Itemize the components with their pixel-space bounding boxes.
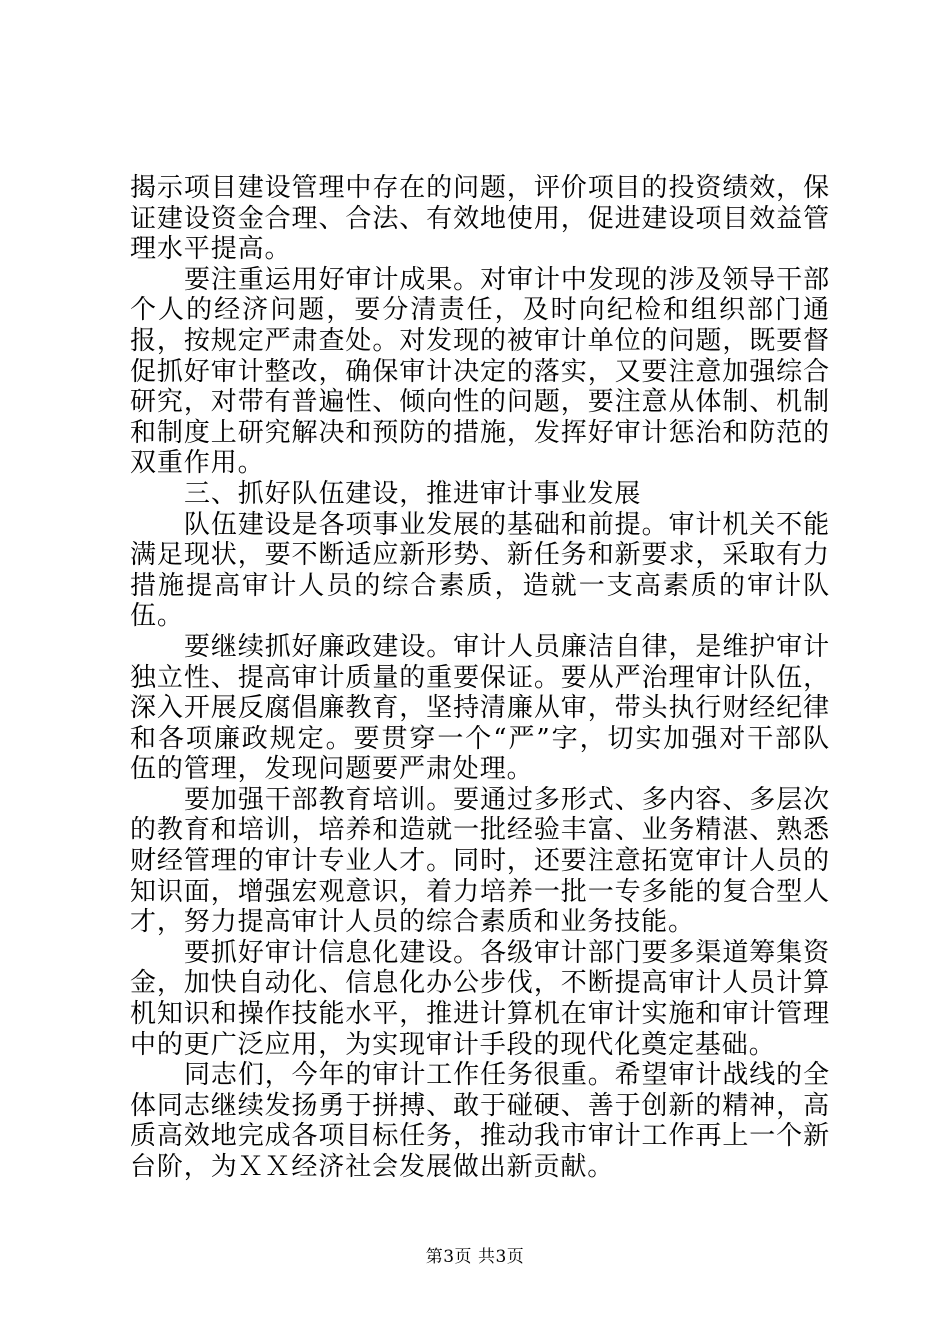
body-text — [130, 173, 830, 1183]
paragraph-team-building: 队伍建设是各项事业发展的基础和前提。审计机关不能满足现状，要不断适应新形势、新任务和新要求，采取有力措施提高审计人员的综合素质，造就一支高素质的审计队伍。 — [130, 509, 830, 632]
section-heading: 三、抓好队伍建设，推进审计事业发展 — [184, 478, 642, 509]
paragraph-continued: 揭示项目建设管理中存在的问题，评价项目的投资绩效，保证建设资金合理、合法、有效地使用，促进建设项目效益管理水平提高。 — [130, 173, 830, 265]
paragraph-informatization: 要抓好审计信息化建设。各级审计部门要多渠道筹集资金，加快自动化、信息化办公步伐，不断提高审计人员计算机知识和操作技能水平，推进计算机在审计实施和审计管理中的更广泛应用，为实现审计手段的现代化奠定基础。 — [130, 937, 830, 1060]
paragraph-training: 要加强干部教育培训。要通过多形式、多内容、多层次的教育和培训，培养和造就一批经验丰富、业务精湛、熟悉财经管理的审计专业人才。同时，还要注意拓宽审计人员的知识面，增强宏观意识，着力培养一批一专多能的复合型人才，努力提高审计人员的综合素质和业务技能。 — [130, 784, 830, 938]
paragraph-integrity: 要继续抓好廉政建设。审计人员廉洁自律，是维护审计独立性、提高审计质量的重要保证。要从严治理审计队伍，深入开展反腐倡廉教育，坚持清廉从审，带头执行财经纪律和各项廉政规定。要贯穿一个“严”字，切实加强对干部队伍的管理，发现问题要严肃处理。 — [130, 631, 830, 785]
paragraph-audit-results: 要注重运用好审计成果。对审计中发现的涉及领导干部个人的经济问题，要分清责任，及时向纪检和组织部门通报，按规定严肃查处。对发现的被审计单位的问题，既要督促抓好审计整改，确保审计决定的落实，又要注意加强综合研究，对带有普遍性、倾向性的问题，要注意从体制、机制和制度上研究解决和预防的措施，发挥好审计惩治和防范的双重作用。 — [130, 264, 830, 479]
page-footer: 第3页 共3页 — [425, 1247, 525, 1267]
paragraph-closing: 同志们，今年的审计工作任务很重。希望审计战线的全体同志继续发扬勇于拼搏、敢于碰硬、善于创新的精神，高质高效地完成各项目标任务，推动我市审计工作再上一个新台阶，为ＸＸ经济社会发展做出新贡献。 — [130, 1060, 830, 1182]
